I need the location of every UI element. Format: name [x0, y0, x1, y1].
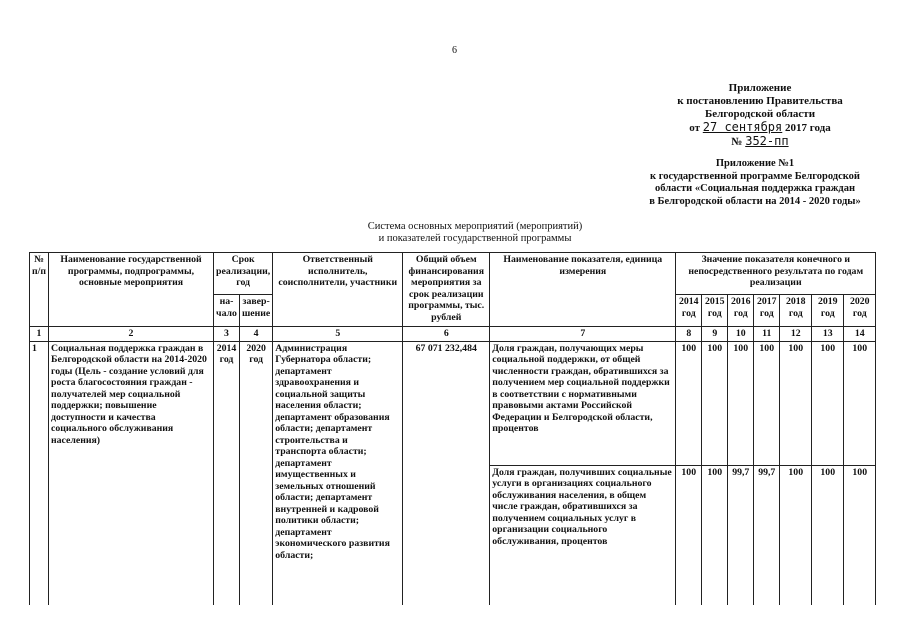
column-number: 10 — [728, 327, 754, 342]
column-number: 1 — [30, 327, 49, 342]
column-number: 9 — [702, 327, 728, 342]
header-row-1 — [30, 253, 876, 295]
indicator-value-2020: 100 — [844, 465, 876, 605]
indicator-value-2018: 100 — [780, 341, 812, 465]
appendix-decree-line: к постановлению Правительства — [677, 95, 843, 107]
header-term-start: на-чало — [214, 295, 240, 327]
column-number: 13 — [812, 327, 844, 342]
date-year: 2017 года — [785, 122, 831, 134]
indicator-value-2019: 100 — [812, 341, 844, 465]
column-number: 7 — [490, 327, 676, 342]
column-number: 2 — [49, 327, 214, 342]
number-prefix: № — [731, 136, 743, 148]
header-term-end: завер-шение — [240, 295, 273, 327]
column-number: 6 — [403, 327, 490, 342]
term-end: 2020 год — [240, 341, 273, 605]
program-appendix — [615, 158, 895, 208]
row-number: 1 — [30, 341, 49, 605]
header-num: № п/п — [30, 253, 49, 327]
program-appendix-line2: к государственной программе Белгородской — [650, 170, 860, 182]
header-name: Наименование государственной программы, подпрограммы, основные мероприятия — [49, 253, 214, 327]
column-number: 3 — [214, 327, 240, 342]
government-decree-appendix — [640, 82, 880, 149]
date-prefix: от — [689, 122, 701, 134]
measures-table — [29, 252, 876, 605]
indicator-value-2017: 99,7 — [754, 465, 780, 605]
title-line1: Система основных мероприятий (мероприятий) — [367, 221, 583, 232]
indicator-value-2014: 100 — [676, 341, 702, 465]
appendix-date-line — [640, 121, 880, 135]
program-appendix-heading: Приложение №1 — [715, 158, 795, 169]
program-appendix-line3: области «Социальная поддержка граждан — [654, 183, 856, 194]
header-year-2017: 2017 год — [754, 295, 780, 327]
indicator-value-2015: 100 — [702, 465, 728, 605]
header-year-2019: 2019 год — [812, 295, 844, 327]
column-number: 4 — [240, 327, 273, 342]
term-start: 2014 год — [214, 341, 240, 605]
responsible-executors: Администрация Губернатора области; департамент здравоохранения и социальной защиты населения области; департамент образования области; департамент строительства и транспорта области; департамент имущественных и земельных отношений области; департамент внутренней и кадровой политики области; департамент экономического развития области; — [273, 341, 403, 605]
program-name: Социальная поддержка граждан в Белгородской области на 2014-2020 годы (Цель - создание условий для роста благосостояния граждан - получателей мер социальной поддержки; повышение доступности и качества социального обслуживания населения) — [49, 341, 214, 605]
title-line2: и показателей государственной программы — [378, 233, 572, 244]
header-year-2016: 2016 год — [728, 295, 754, 327]
funding-amount: 67 071 232,484 — [403, 341, 490, 605]
table-row — [30, 341, 876, 465]
header-responsible: Ответственный исполнитель, соисполнители, участники — [273, 253, 403, 327]
program-appendix-line4: в Белгородской области на 2014 - 2020 годы» — [649, 195, 861, 207]
indicator-value-2016: 100 — [728, 341, 754, 465]
column-number: 8 — [676, 327, 702, 342]
indicator-value-2020: 100 — [844, 341, 876, 465]
document-title — [280, 221, 670, 245]
handwritten-date: 27 сентября — [702, 120, 783, 134]
header-year-2018: 2018 год — [780, 295, 812, 327]
indicator-value-2015: 100 — [702, 341, 728, 465]
indicator-name: Доля граждан, получающих меры социальной поддержки, от общей численности граждан, обратившихся за получением мер социальной поддержки в соответствии с нормативными правовыми актами Российской Федерации и Белгородской области, процентов — [490, 341, 676, 465]
handwritten-number: 352-пп — [745, 134, 789, 148]
indicator-value-2018: 100 — [780, 465, 812, 605]
header-term: Срок реализации, год — [214, 253, 273, 295]
column-number: 5 — [273, 327, 403, 342]
header-indicator: Наименование показателя, единица измерения — [490, 253, 676, 327]
page-number: 6 — [452, 45, 457, 56]
column-number: 14 — [844, 327, 876, 342]
header-funding: Общий объем финансирования мероприятия за срок реализации программы, тыс. рублей — [403, 253, 490, 327]
indicator-value-2017: 100 — [754, 341, 780, 465]
indicator-value-2016: 99,7 — [728, 465, 754, 605]
header-year-2015: 2015 год — [702, 295, 728, 327]
indicator-value-2019: 100 — [812, 465, 844, 605]
column-number: 11 — [754, 327, 780, 342]
indicator-value-2014: 100 — [676, 465, 702, 605]
header-year-2014: 2014 год — [676, 295, 702, 327]
header-values: Значение показателя конечного и непосредственного результата по годам реализации — [676, 253, 876, 295]
column-number: 12 — [780, 327, 812, 342]
column-number-row — [30, 327, 876, 342]
appendix-number-line — [640, 135, 880, 149]
header-year-2020: 2020 год — [844, 295, 876, 327]
appendix-heading: Приложение — [728, 82, 792, 94]
appendix-region-line: Белгородской области — [704, 108, 816, 120]
indicator-name: Доля граждан, получивших социальные услуги в организациях социального обслуживания населения, в общем числе граждан, обратившихся за получением социальных услуг в организации социального обслуживания, процентов — [490, 465, 676, 605]
